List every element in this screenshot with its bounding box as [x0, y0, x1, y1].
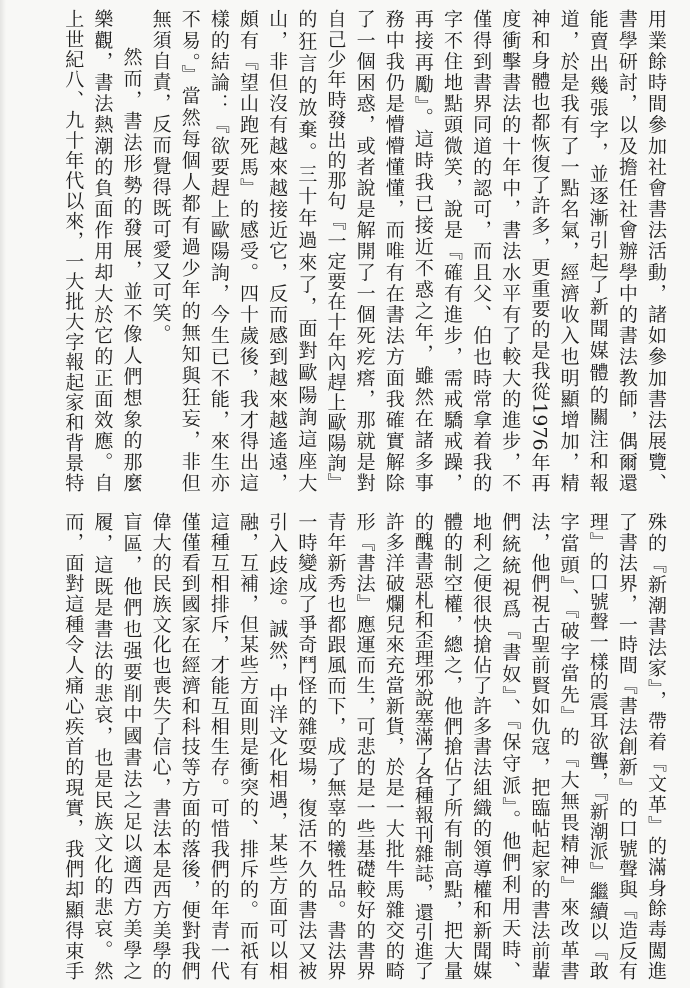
text-column: 書學研討，以及擔任社會辦學中的書法教師，偶爾還: [615, 9, 638, 492]
text-column: 能賣出幾張字，並逐漸引起了新聞媒體的關注和報: [586, 9, 609, 492]
text-column: 再接再勵』。這時我已接近不惑之年，雖然在諸多事: [411, 9, 434, 492]
text-column: 而，面對這種令人痛心疾首的現實，我們却顯得束手: [62, 512, 85, 980]
text-column: 字當頭』、『破字當先』的『大無畏精神』來改革書: [557, 512, 580, 980]
text-column: 用業餘時間參加社會書法活動，諸如參加書法展覽、: [645, 9, 667, 492]
text-column: 這種互相排斥，才能互相生存。可惜我們的年青一代: [207, 512, 230, 980]
text-column: 了一個困惑，或者說是解開了一個死疙瘩，那就是對: [353, 9, 376, 492]
text-column: 頗有『望山跑死馬』的感受。四十歲後，我才得出這: [237, 9, 260, 492]
text-column: 山，非但沒有越來越接近它，反而感到越來越遙遠，: [266, 9, 289, 492]
text-column: 的狂言的放棄。三十年過來了，面對歐陽詢這座大: [295, 9, 318, 492]
text-column: 上世紀八、九十年代以來，一大批大字報起家和背景特: [62, 9, 85, 492]
upper-text-block: [57, 9, 670, 492]
text-column: 字不住地點頭微笑，說是『確有進步，需戒驕戒躁，: [441, 9, 464, 492]
text-column: 僅得到書界同道的認可，而且父、伯也時常拿着我的: [470, 9, 493, 492]
text-column: 務中我仍是懵懵懂懂，而唯有在書法方面我確實解除: [382, 9, 405, 492]
text-column: 殊的『新潮書法家』，帶着『文革』的滿身餘毒闖進: [645, 512, 667, 980]
text-column: 神和身體也都恢復了許多，更重要的是我從1976年再: [528, 9, 551, 492]
text-column: 體的制空權，總之，他們搶佔了所有制高點，把大量: [441, 512, 464, 980]
scan-page-edge: [0, 0, 6, 988]
text-column: 盲區，他們也强要削中國書法之足以適西方美學之: [120, 512, 143, 980]
text-column: 僅僅看到國家在經濟和科技等方面的落後，便對我們: [178, 512, 201, 980]
text-column: 度衝擊書法的十年中，書法水平有了較大的進步，不: [499, 9, 522, 492]
text-column: 地利之便很快搶佔了許多書法組織的領導權和新聞媒: [470, 512, 493, 980]
text-column: 許多洋破爛兒來充當新貨，於是一大批牛馬雜交的畸: [382, 512, 405, 980]
text-column: 理』的口號聲一樣的震耳欲聾，『新潮派』繼續以『敢: [586, 512, 609, 980]
text-column: 融，互補，但某些方面則是衝突的、排斥的。而祇有: [237, 512, 260, 980]
text-column: 了書法界，一時間『書法創新』的口號聲與『造反有: [615, 512, 638, 980]
text-column: 們統統視爲『書奴』、『保守派』。他們利用天時、: [499, 512, 522, 980]
text-column: 樂觀，書法熱潮的負面作用却大於它的正面效應。自: [91, 9, 114, 492]
text-column: 自己少年時發出的那句『一定要在十年內趕上歐陽詢』: [324, 9, 347, 492]
paragraph-end-column: 無須自責，反而覺得既可愛又可笑。: [149, 9, 172, 345]
lower-text-block: [57, 512, 670, 980]
text-column: 不易。』當然每個人都有過少年的無知與狂妄，非但: [178, 9, 201, 492]
text-column: 樣的結論：『欲要趕上歐陽詢，今生已不能，來生亦: [207, 9, 230, 492]
text-column: 一時變成了爭奇鬥怪的雜耍場，復活不久的書法又被: [295, 512, 318, 980]
text-column: 形『書法』應運而生，可悲的是一些基礎較好的書界: [353, 512, 376, 980]
text-column: 的醜書惡札和歪理邪說塞滿了各種報刊雜誌，還引進了: [411, 512, 434, 980]
text-column: 偉大的民族文化也喪失了信心，書法本是西方美學的: [149, 512, 172, 980]
text-column: 道，於是我有了一點名氣，經濟收入也明顯增加，精: [557, 9, 580, 492]
text-column: 履，這既是書法的悲哀，也是民族文化的悲哀。然: [91, 512, 114, 980]
text-column: 法，他們視古聖前賢如仇寇，把臨帖起家的書法前輩: [528, 512, 551, 980]
text-column: 青年新秀也都跟風而下，成了無辜的犧牲品。書法界: [324, 512, 347, 980]
paragraph-start-column: 然而，書法形勢的發展，並不像人們想象的那麼: [120, 47, 143, 492]
text-column: 引入歧途。誠然，中洋文化相遇，某些方面可以相: [266, 512, 289, 980]
